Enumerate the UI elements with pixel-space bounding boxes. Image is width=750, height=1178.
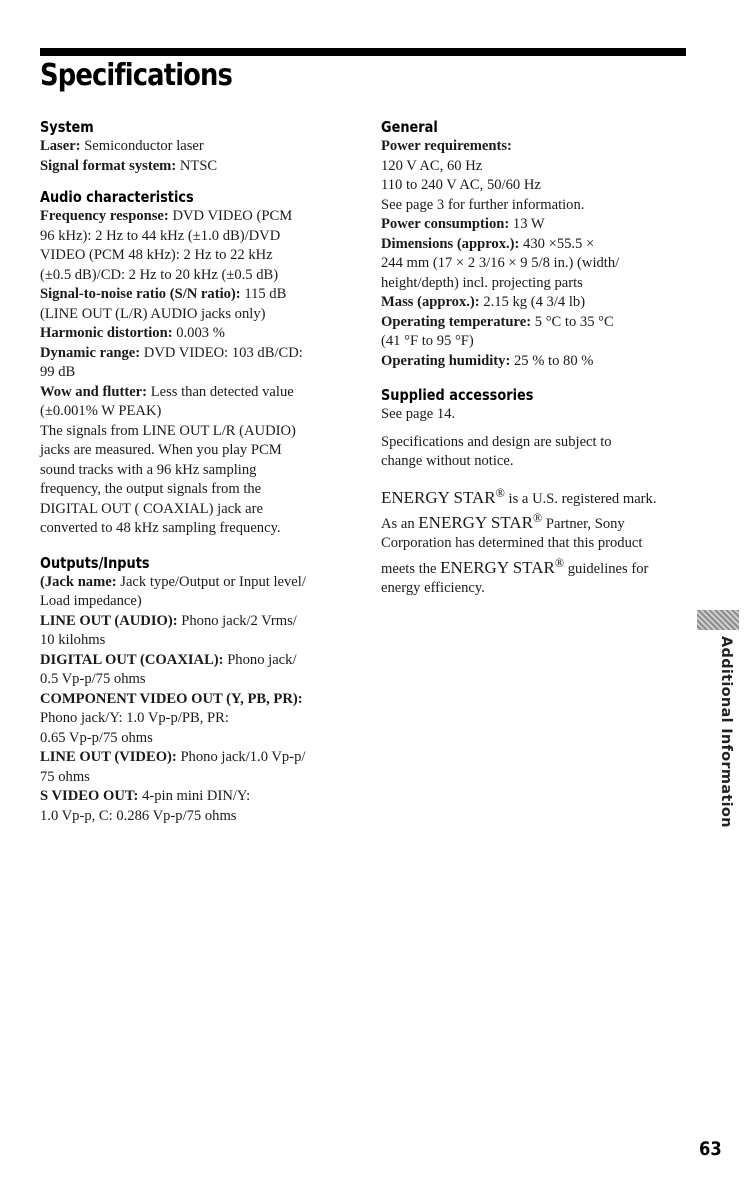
change-line: Specifications and design are subject to — [381, 433, 612, 450]
mass-label: Mass (approx.): — [381, 294, 480, 310]
lineout-line: Phono jack/2 Vrms/ — [181, 612, 297, 629]
consumption-label: Power consumption: — [381, 216, 510, 232]
dynamic-label: Dynamic range: — [40, 344, 141, 361]
energy-text: Partner, Sony — [542, 515, 625, 532]
temperature-spec — [381, 313, 693, 352]
power-line: See page 3 for further information. — [381, 196, 585, 213]
accessories-text: See page 14. — [381, 406, 456, 422]
energy-star-brand: ENERGY STAR — [418, 512, 533, 532]
registered-mark: ® — [554, 555, 565, 570]
dimensions-spec — [381, 235, 693, 294]
snr-spec — [40, 285, 358, 324]
power-line: 120 V AC, 60 Hz — [381, 157, 483, 174]
dimensions-label: Dimensions (approx.): — [381, 235, 520, 252]
lineout-line: 10 kilohms — [40, 632, 106, 648]
energy-text: meets the — [381, 560, 441, 577]
humidity-value: 25 % to 80 % — [513, 352, 594, 369]
note-line: jacks are measured. When you play PCM — [40, 442, 282, 458]
harmonic-label: Harmonic distortion: — [40, 325, 173, 341]
audio-note — [40, 422, 358, 539]
power-spec — [381, 137, 693, 215]
jack-line: Jack type/Output or Input level/ — [120, 573, 306, 590]
general-heading: General — [381, 118, 438, 136]
dimensions-line: 430 ×55.5 × — [523, 235, 595, 252]
system-heading: System — [40, 118, 94, 136]
section-side-label: Additional Information — [718, 636, 734, 828]
energy-line — [381, 509, 693, 534]
signal-value: NTSC — [179, 157, 218, 174]
video-label: LINE OUT (VIDEO): — [40, 749, 177, 765]
section-tab-marker — [697, 610, 739, 630]
temperature-line: 5 °C to 35 °C — [534, 313, 614, 330]
video-line: 75 ohms — [40, 768, 90, 785]
energy-star-notice — [381, 484, 693, 599]
jack-line: Load impedance) — [40, 593, 142, 609]
power-line: 110 to 240 V AC, 50/60 Hz — [381, 177, 541, 193]
signal-label: Signal format system: — [40, 157, 177, 174]
laser-label: Laser: — [40, 138, 81, 154]
component-video-spec — [40, 690, 358, 749]
page-number: 63 — [699, 1138, 722, 1160]
snr-line: 115 dB — [244, 286, 287, 302]
change-line: change without notice. — [381, 453, 514, 469]
right-column — [381, 117, 693, 599]
wow-line: Less than detected value — [150, 383, 294, 400]
signal-spec — [40, 157, 358, 177]
energy-line: energy efficiency. — [381, 580, 485, 597]
audio-heading: Audio characteristics — [40, 188, 194, 206]
note-line: The signals from LINE OUT L/R (AUDIO) — [40, 422, 296, 439]
snr-label: Signal-to-noise ratio (S/N ratio): — [40, 286, 241, 302]
consumption-value: 13 W — [512, 216, 545, 232]
outputs-heading: Outputs/Inputs — [40, 553, 150, 572]
frequency-line: VIDEO (PCM 48 kHz): 2 Hz to 22 kHz — [40, 247, 273, 263]
lineout-label: LINE OUT (AUDIO): — [40, 612, 178, 629]
digital-line: 0.5 Vp-p/75 ohms — [40, 671, 146, 687]
wow-line: (±0.001% W PEAK) — [40, 403, 162, 419]
frequency-line: DVD VIDEO (PCM — [172, 208, 293, 224]
frequency-line: 96 kHz): 2 Hz to 44 kHz (±1.0 dB)/DVD — [40, 227, 281, 244]
energy-text: guidelines for — [564, 560, 649, 577]
frequency-line: (±0.5 dB)/CD: 2 Hz to 20 kHz (±0.5 dB) — [40, 266, 279, 283]
component-label: COMPONENT VIDEO OUT (Y, PB, PR): — [40, 690, 303, 707]
svideo-spec — [40, 787, 358, 826]
digital-line: Phono jack/ — [227, 651, 297, 668]
humidity-spec — [381, 352, 693, 372]
jack-label: (Jack name: — [40, 573, 117, 590]
energy-line — [381, 484, 693, 509]
left-column — [40, 117, 358, 826]
registered-mark: ® — [495, 485, 505, 500]
note-line: DIGITAL OUT ( COAXIAL) jack are — [40, 500, 263, 517]
component-line: 0.65 Vp-p/75 ohms — [40, 729, 153, 746]
dimensions-line: 244 mm (17 × 2 3/16 × 9 5/8 in.) (width/ — [381, 255, 620, 271]
harmonic-spec — [40, 324, 358, 344]
power-label: Power requirements: — [381, 138, 512, 154]
energy-line — [381, 554, 693, 579]
mass-value: 2.15 kg (4 3/4 lb) — [483, 294, 586, 310]
mass-spec — [381, 293, 693, 313]
frequency-spec — [40, 207, 358, 285]
energy-line: Corporation has determined that this product — [381, 535, 643, 552]
digital-label: DIGITAL OUT (COAXIAL): — [40, 651, 224, 668]
component-line: Phono jack/Y: 1.0 Vp-p/PB, PR: — [40, 710, 229, 726]
note-line: converted to 48 kHz sampling frequency. — [40, 520, 281, 536]
humidity-label: Operating humidity: — [381, 352, 511, 369]
note-line: frequency, the output signals from the — [40, 481, 262, 497]
svideo-label: S VIDEO OUT: — [40, 788, 139, 804]
lineout-video-spec — [40, 748, 358, 787]
change-notice — [381, 433, 693, 472]
lineout-audio-spec — [40, 612, 358, 651]
jack-name-legend — [40, 573, 358, 612]
wow-spec — [40, 383, 358, 422]
dynamic-line: 99 dB — [40, 364, 76, 380]
frequency-label: Frequency response: — [40, 208, 169, 224]
registered-mark: ® — [532, 510, 543, 525]
temperature-label: Operating temperature: — [381, 313, 532, 330]
page-title: Specifications — [40, 58, 233, 93]
laser-value: Semiconductor laser — [84, 138, 204, 154]
video-line: Phono jack/1.0 Vp-p/ — [180, 749, 306, 765]
snr-line: (LINE OUT (L/R) AUDIO jacks only) — [40, 305, 266, 322]
svideo-line: 1.0 Vp-p, C: 0.286 Vp-p/75 ohms — [40, 807, 237, 824]
top-rule — [40, 48, 686, 56]
laser-spec — [40, 137, 358, 157]
dimensions-line: height/depth) incl. projecting parts — [381, 274, 583, 291]
energy-text: is a U.S. registered mark. — [504, 490, 657, 507]
accessories-heading: Supplied accessories — [381, 386, 534, 404]
temperature-line: (41 °F to 95 °F) — [381, 333, 474, 349]
consumption-spec — [381, 215, 693, 235]
energy-star-brand: ENERGY STAR — [440, 557, 555, 577]
wow-label: Wow and flutter: — [40, 383, 148, 400]
dynamic-spec — [40, 344, 358, 383]
harmonic-value: 0.003 % — [176, 325, 225, 341]
energy-text: As an — [381, 515, 419, 532]
energy-star-brand: ENERGY STAR — [381, 487, 496, 507]
dynamic-line: DVD VIDEO: 103 dB/CD: — [143, 344, 303, 361]
svideo-line: 4-pin mini DIN/Y: — [142, 788, 251, 804]
note-line: sound tracks with a 96 kHz sampling — [40, 461, 257, 478]
digital-out-spec — [40, 651, 358, 690]
